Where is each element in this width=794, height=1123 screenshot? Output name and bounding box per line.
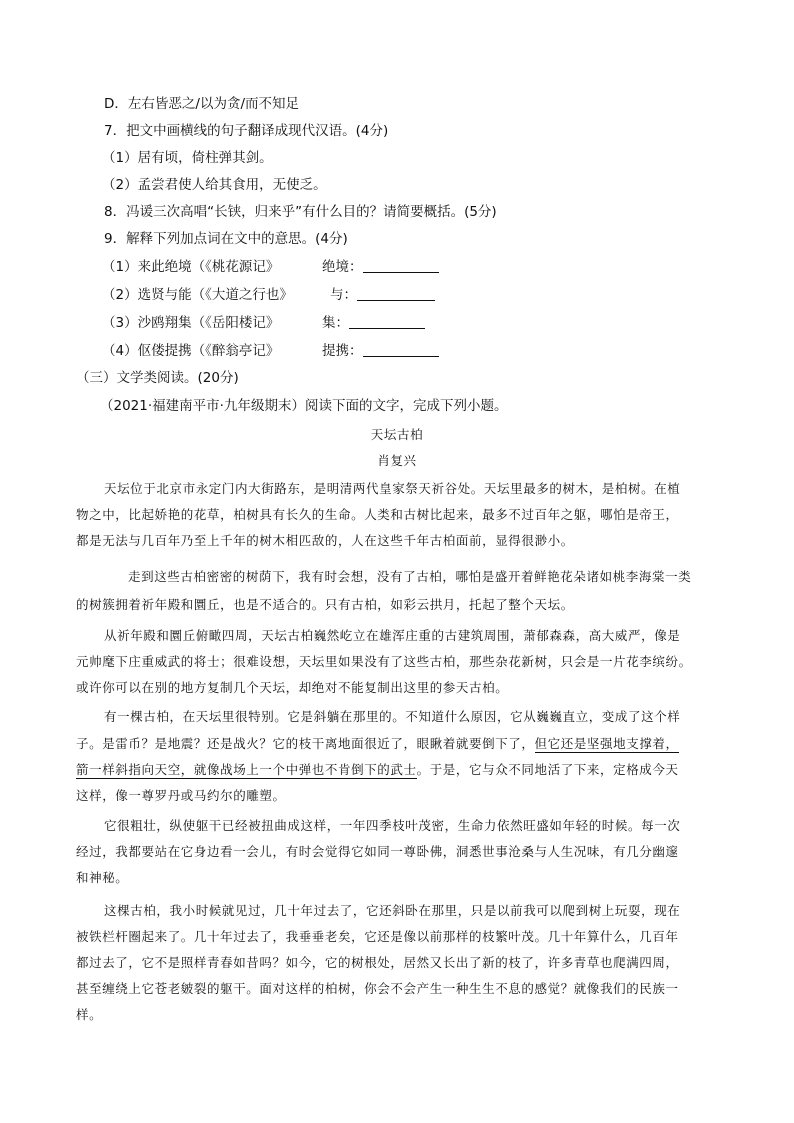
answer-field-1[interactable]	[322, 258, 439, 276]
paragraph-5-line-2: 经过，我都要站在它身边看一会儿，有时会觉得它如同一尊卧佛，洞悉世事沧桑与人生况味，有几分幽邃	[76, 844, 679, 859]
paragraph-1-line-1: 天坛位于北京市永定门内大街路东，是明清两代皇家祭天祈谷处。天坛里最多的树木，是柏树。在植	[104, 481, 681, 496]
paragraph-4-text: 。于是，它与众不同地活了下来，定格成今天	[416, 762, 679, 777]
paragraph-5-line-3: 和神秘。	[76, 870, 129, 885]
underlined-sentence: 但它还是坚强地支撑着，	[534, 736, 679, 751]
question-9-item-4	[102, 342, 279, 360]
answer-blank[interactable]	[363, 258, 439, 273]
article-author: 肖复兴	[377, 453, 417, 468]
article-title: 天坛古柏	[370, 427, 424, 442]
option-d: D．左右皆恶之/以为贪/而不知足	[104, 96, 299, 112]
answer-blank[interactable]	[349, 314, 425, 329]
paragraph-2-line-2: 的树簇拥着祈年殿和圜丘，也是不适合的。只有古柏，如彩云拱月，托起了整个天坛。	[76, 597, 574, 612]
question-8: 8．冯谖三次高唱“长铗，归来乎”有什么目的？请简要概括。(5分)	[104, 204, 497, 220]
answer-field-4[interactable]	[322, 342, 439, 360]
section-3-heading: （三）文学类阅读。(20分)	[76, 370, 239, 386]
paragraph-5-line-1: 它很粗壮，纵使躯干已经被扭曲成这样，一年四季枝叶茂密，生命力依然旺盛如年轻的时候。每一次	[104, 818, 681, 833]
answer-label: 提携：	[322, 343, 363, 359]
paragraph-3-line-1: 从祈年殿和圜丘俯瞰四周，天坛古柏巍然屹立在雄浑庄重的古建筑周围，萧郁森森，高大威严，像是	[104, 628, 681, 643]
paragraph-3-line-3: 或许你可以在别的地方复制几个天坛，却绝对不能复制出这里的参天古柏。	[76, 680, 509, 695]
paragraph-4-text: 子。是雷币？是地震？还是战火？它的枝干离地面很近了，眼瞅着就要倒下了，	[76, 736, 535, 751]
answer-field-3[interactable]	[322, 314, 425, 332]
answer-field-2[interactable]	[330, 286, 435, 304]
item-text: （1）来此绝境（《桃花源记》	[102, 259, 280, 275]
question-7-item-1: （1）居有顷，倚柱弹其剑。	[102, 150, 273, 166]
paragraph-1-line-3: 都是无法与几百年乃至上千年的树木相匹敌的，人在这些千年古柏面前，显得很渺小。	[76, 533, 574, 548]
question-7: 7．把文中画横线的句子翻译成现代汉语。(4分)	[104, 123, 389, 139]
answer-blank[interactable]	[363, 342, 439, 357]
question-7-item-2: （2）孟尝君使人给其食用，无使乏。	[102, 177, 327, 193]
section-3-intro: （2021·福建南平市·九年级期末）阅读下面的文字，完成下列小题。	[100, 398, 508, 414]
paragraph-6-line-1: 这棵古柏，我小时候就见过，几十年过去了，它还斜卧在那里，只是以前我可以爬到树上玩耍，现在	[104, 903, 681, 918]
paragraph-6-line-4: 甚至缠绕上它苍老皴裂的躯干。面对这样的柏树，你会不会产生一种生生不息的感觉？就像我们的民族一	[76, 981, 679, 996]
item-text: （2）选贤与能（《大道之行也》	[102, 287, 293, 303]
paragraph-2-line-1: 走到这些古柏密密的树荫下，我有时会想，没有了古柏，哪怕是盛开着鲜艳花朵诸如桃李海棠一类	[128, 569, 692, 584]
answer-blank[interactable]	[357, 286, 435, 301]
question-9-item-3	[102, 314, 279, 332]
question-9-item-2	[102, 286, 293, 304]
answer-label: 与：	[330, 287, 357, 303]
paragraph-6-line-2: 被铁栏杆圈起来了。几十年过去了，我垂垂老矣，它还是像以前那样的枝繁叶茂。几十年算什么，几百年	[76, 929, 679, 944]
paragraph-6-line-5: 样。	[76, 1007, 103, 1022]
answer-label: 绝境：	[322, 259, 363, 275]
paragraph-4-line-3	[76, 761, 679, 779]
paragraph-3-line-2: 元帅麾下庄重威武的将士；很难设想，天坛里如果没有了这些古柏，那些杂花新树，只会是一片花李缤纷。	[76, 654, 692, 669]
paragraph-4-line-4: 这样，像一尊罗丹或马约尔的雕塑。	[76, 788, 286, 803]
question-9-item-1	[102, 258, 279, 276]
underlined-sentence: 箭一样斜指向天空，就像战场上一个中弹也不肯倒下的武士	[76, 762, 417, 777]
paragraph-4-line-2	[76, 735, 679, 753]
paragraph-6-line-3: 都过去了，它不是照样青春如昔吗？如今，它的树根处，居然又长出了新的枝了，许多青草也爬满四周，	[76, 955, 679, 970]
answer-label: 集：	[322, 315, 349, 331]
item-text: （4）伛偻提携（《醉翁亭记》	[102, 343, 280, 359]
question-9: 9．解释下列加点词在文中的意思。(4分)	[104, 231, 348, 247]
paragraph-4-line-1: 有一棵古柏，在天坛里很特别。它是斜躺在那里的。不知道什么原因，它从巍巍直立，变成了这个样	[104, 709, 681, 724]
item-text: （3）沙鸥翔集（《岳阳楼记》	[102, 315, 280, 331]
paragraph-1-line-2: 物之中，比起娇艳的花草，柏树具有长久的生命。人类和古树比起来，最多不过百年之躯，哪怕是帝王，	[76, 507, 679, 522]
